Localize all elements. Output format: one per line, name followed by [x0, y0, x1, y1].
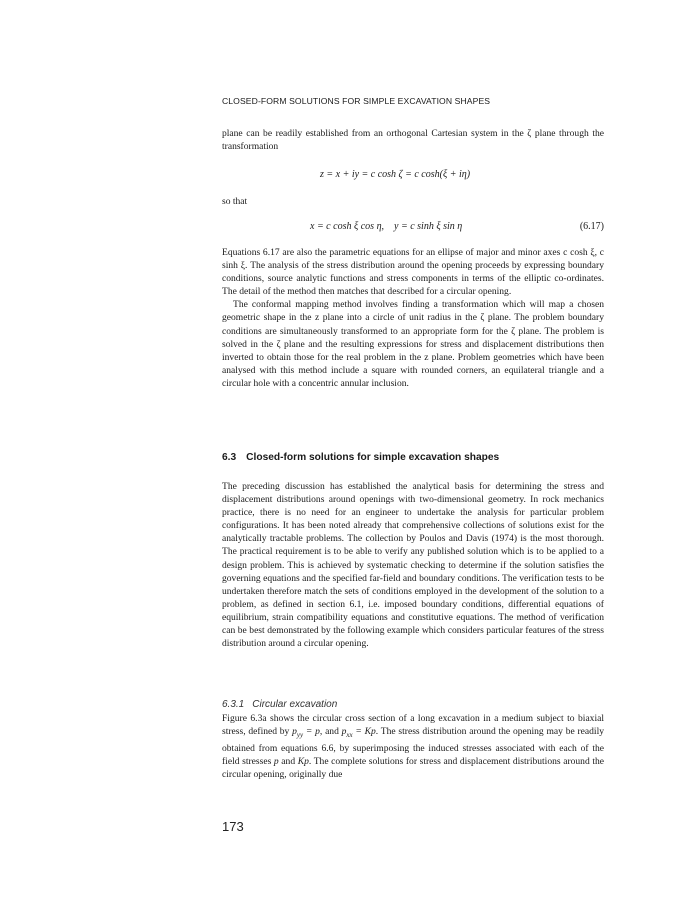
section-title: Closed-form solutions for simple excavation shapes [246, 452, 500, 463]
paragraph-conformal-text: The conformal mapping method involves finding a transformation which will map a chosen geometric shape in the z plane into a circle of unit radius in the ζ plane. The problem boundary conditions are simultaneously transformed to an appropriate form for the ζ plane. The problem is solved in the ζ plane and the resulting expressions for stress and displacement distributions then inverted to obtain those for the real problem in the z plane. Problem geometries which have been analysed with this method include a square with rounded corners, an equilateral triangle and a circular hole with a concentric annular inclusion. [222, 299, 604, 389]
page-number: 173 [222, 819, 244, 834]
subsection-number: 6.3.1 [222, 699, 245, 710]
section-heading [222, 452, 499, 463]
equation-transform [222, 168, 604, 182]
paragraph-intro-text: plane can be readily established from an orthogonal Cartesian system in the ζ plane through the transformation [222, 128, 604, 153]
paragraph-circular [222, 712, 604, 781]
so-that-text: so that [222, 196, 248, 207]
paragraph-circular-text: Figure 6.3a shows the circular cross section of a long excavation in a medium subject to biaxial stress, defined by $p_{yy} = p$, and $p_{xx} = Kp$. The stress distribution around the opening may be readily obtained from equations 6.6, by superimposing the induced stresses associated with each of the field stresses p and Kp. The complete solutions for stress and displacement distributions around the circular opening, originally due [222, 713, 605, 781]
paragraph-eq617-text: Equations 6.17 are also the parametric equations for an ellipse of major and minor axes c cosh ξ, c sinh ξ. The analysis of the stress distribution around the opening proceeds by expressing boundary conditions, source analytic functions and stress components in terms of the elliptic co-ordinates. The detail of the method then matches that described for a circular opening. [222, 247, 604, 298]
paragraph-intro [222, 127, 604, 153]
equation-6-17 [222, 220, 604, 234]
paragraph-section [222, 480, 604, 650]
equation-6-17-expr: x = c cosh ξ cos η, y = c sinh ξ sin η [310, 221, 463, 232]
subsection-heading [222, 699, 337, 710]
equation-6-17-number: (6.17) [579, 221, 604, 232]
subsection-title: Circular excavation [252, 699, 338, 710]
paragraph-so-that [222, 195, 604, 208]
equation-transform-expr: z = x + iy = c cosh ζ = c cosh(ξ + iη) [320, 169, 471, 180]
section-number: 6.3 [222, 452, 237, 463]
paragraph-section-text: The preceding discussion has established the analytical basis for determining the stress and displacement distributions around openings with two-dimensional geometry. In rock mechanics practice, there is no need for an engineer to undertake the analysis for particular problem configurations. It has been noted already that comprehensive collections of solutions exist for the analytically tractable problems. The collection by Poulos and Davis (1974) is the most thorough. The practical requirement is to be able to verify any published solution which is to be applied to a design problem. This is achieved by systematic checking to determine if the solution satisfies the governing equations and the specified far-field and boundary conditions. The verification tests to be undertaken therefore match the sets of conditions employed in the development of the solution to a problem, as defined in section 6.1, i.e. imposed boundary conditions, differential equations of equilibrium, strain compatibility equations and constitutive equations. The method of verification can be best demonstrated by the following example which considers particular features of the stress distribution around a circular opening. [222, 481, 604, 650]
paragraph-eq617 [222, 246, 604, 390]
running-head: CLOSED-FORM SOLUTIONS FOR SIMPLE EXCAVATION SHAPES [222, 96, 491, 106]
